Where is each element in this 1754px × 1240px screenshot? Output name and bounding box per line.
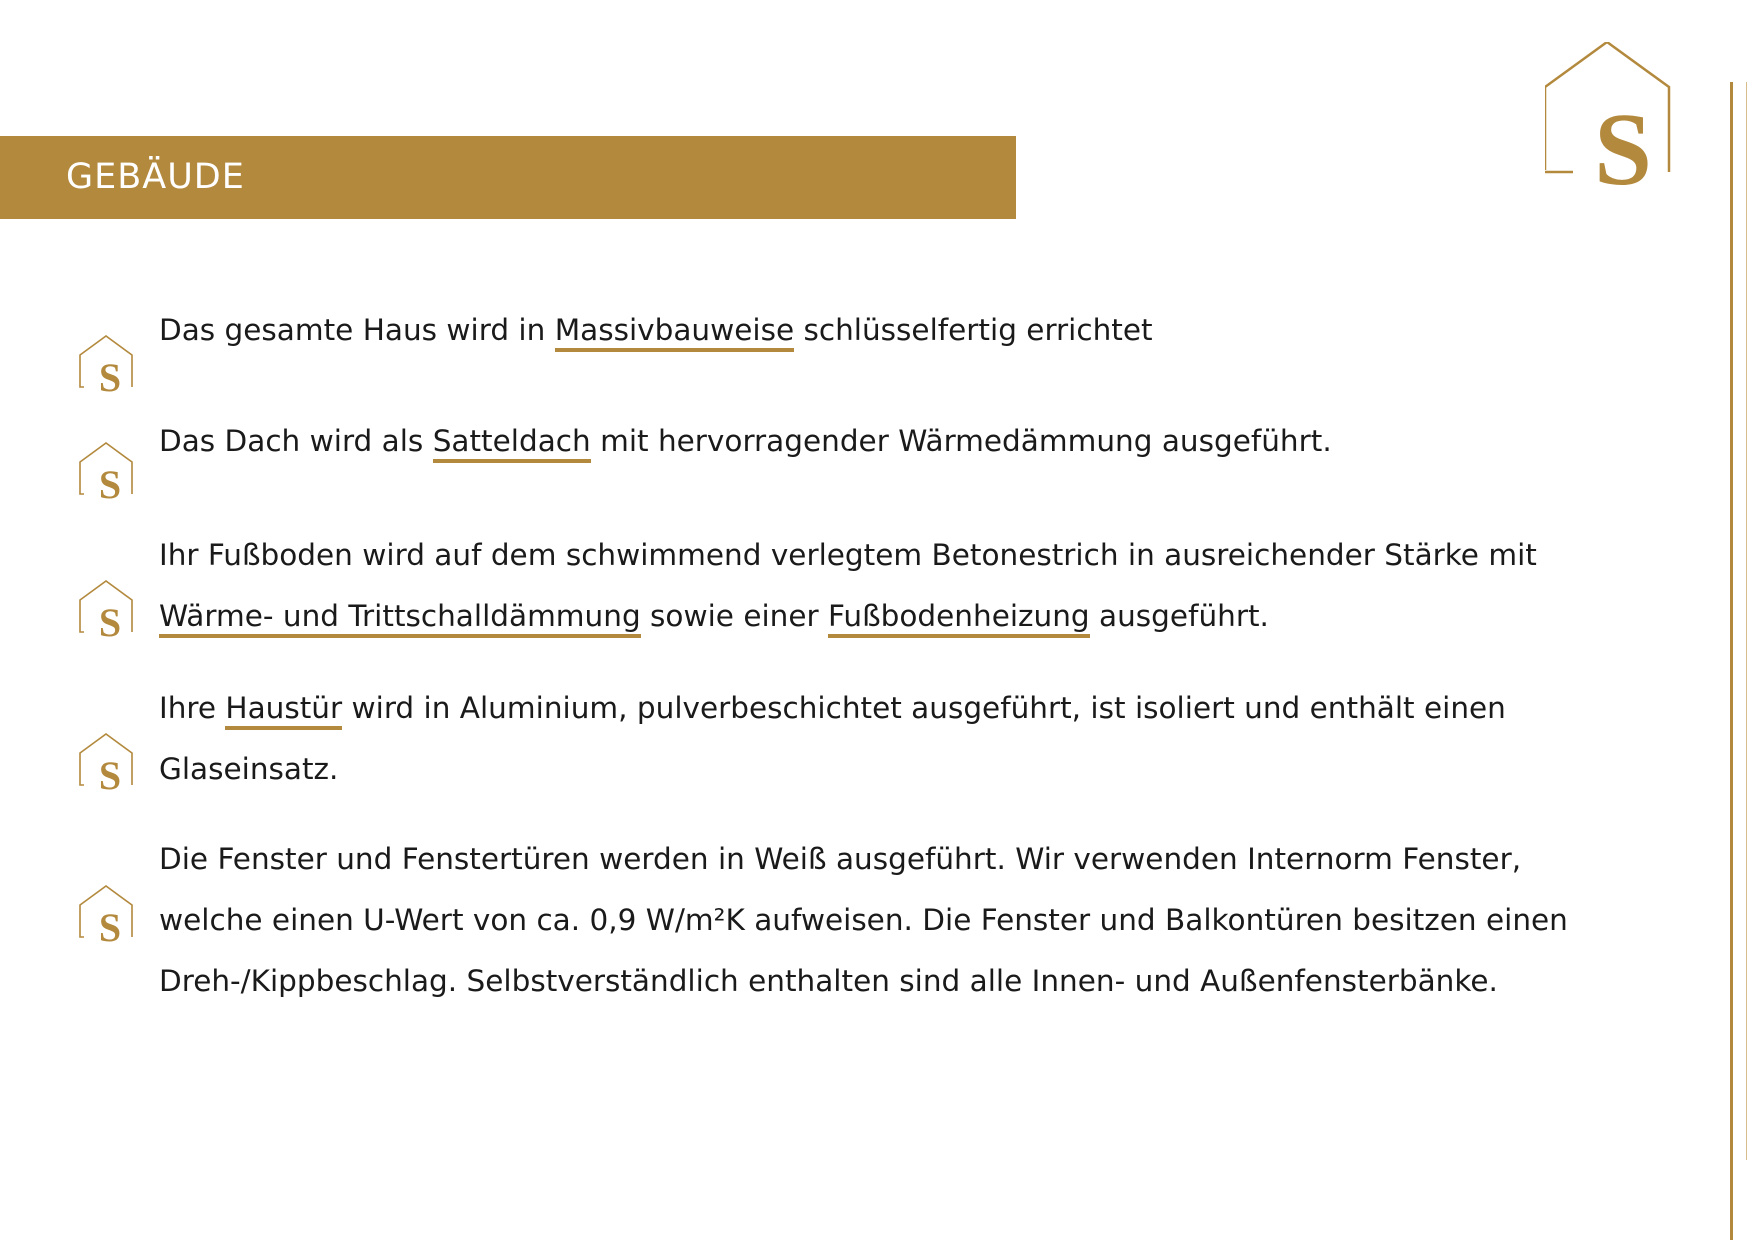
text-segment: ausgeführt. — [1089, 599, 1269, 633]
highlighted-term: Massivbauweise — [555, 313, 794, 352]
highlighted-term: Haustür — [225, 691, 342, 730]
list-item-text — [159, 525, 1599, 647]
house-s-icon — [79, 580, 135, 640]
text-segment: Ihr Fußboden wird auf dem schwimmend verlegtem Betonestrich in ausreichender Stärke mit — [159, 538, 1537, 572]
svg-text:S: S — [98, 462, 122, 502]
text-segment: schlüsselfertig errichtet — [794, 313, 1153, 347]
list-item-text — [159, 829, 1599, 1012]
house-s-icon — [79, 335, 135, 395]
side-rule-thin — [1746, 82, 1747, 1160]
list-item-text — [159, 411, 1599, 472]
section-header-band — [0, 136, 1016, 219]
list-item-text — [159, 300, 1599, 361]
svg-text:S: S — [98, 600, 122, 640]
text-segment: Die Fenster und Fenstertüren werden in Weiß ausgeführt. Wir verwenden Internorm Fenster, welche einen U-Wert von ca. 0,9 W/m²K aufweisen. Die Fenster und Balkontüren besitzen einen Dreh-/Kippbeschlag. Selbstverständlich enthalten sind alle Innen- und Außenfensterbänke. — [159, 842, 1568, 998]
highlighted-term: Wärme- und Trittschalldämmung — [159, 599, 641, 638]
svg-text:S: S — [98, 753, 122, 793]
house-s-logo-icon — [1545, 42, 1680, 192]
highlighted-term: Fußbodenheizung — [828, 599, 1090, 638]
side-rule — [1730, 82, 1733, 1240]
text-segment: wird in Aluminium, pulverbeschichtet ausgeführt, ist isoliert und enthält einen Glaseinsatz. — [159, 691, 1506, 786]
section-title: GEBÄUDE — [66, 157, 245, 197]
highlighted-term: Satteldach — [433, 424, 591, 463]
house-s-icon — [79, 733, 135, 793]
house-s-icon — [79, 885, 135, 945]
text-segment: Das Dach wird als — [159, 424, 433, 458]
list-item-text — [159, 678, 1599, 800]
svg-text:S: S — [1594, 92, 1652, 192]
text-segment: mit hervorragender Wärmedämmung ausgeführt. — [590, 424, 1332, 458]
text-segment: sowie einer — [640, 599, 829, 633]
house-s-icon — [79, 442, 135, 502]
text-segment: Ihre — [159, 691, 226, 725]
text-segment: Das gesamte Haus wird in — [159, 313, 555, 347]
svg-text:S: S — [98, 355, 122, 395]
svg-text:S: S — [98, 905, 122, 945]
